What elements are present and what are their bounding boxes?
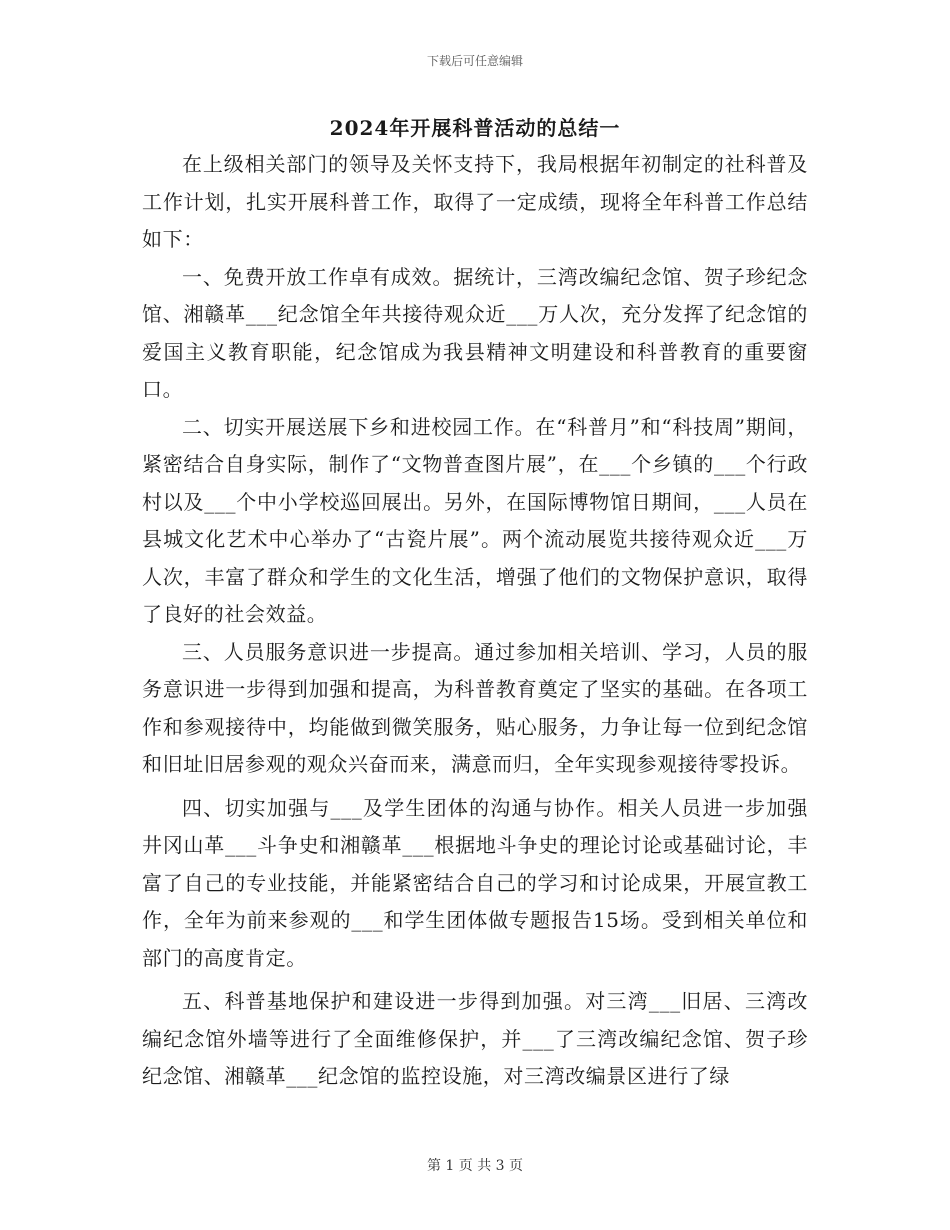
document-title: 2024年开展科普活动的总结一 — [329, 116, 621, 140]
page-number-footer: 第 1 页 共 3 页 — [426, 1158, 524, 1174]
paragraph-section-3: 三、人员服务意识进一步提高。通过参加相关培训、学习，人员的服务意识进一步得到加强和提高，为科普教育奠定了坚实的基础。在各项工作和参观接待中，均能做到微笑服务，贴心服务，力争让每一位到纪念馆和旧址旧居参观的观众兴奋而来，满意而归，全年实现参观接待零投诉。 — [142, 639, 808, 776]
document-body — [142, 146, 808, 1096]
paragraph-section-2: 二、切实开展送展下乡和进校园工作。在“科普月”和“科技周”期间，紧密结合自身实际，制作了“文物普查图片展”，在___个乡镇的___个行政村以及___个中小学校巡回展出。另外，在国际博物馆日期间，___人员在县城文化艺术中心举办了“古瓷片展”。两个流动展览共接待观众近___万人次，丰富了群众和学生的文化生活，增强了他们的文物保护意识，取得了良好的社会效益。 — [142, 414, 808, 626]
paragraph-intro: 在上级相关部门的领导及关怀支持下，我局根据年初制定的社科普及工作计划，扎实开展科普工作，取得了一定成绩，现将全年科普工作总结如下： — [142, 152, 808, 251]
page-header-note: 下载后可任意编辑 — [426, 54, 523, 68]
paragraph-section-4: 四、切实加强与___及学生团体的沟通与协作。相关人员进一步加强井冈山革___斗争史和湘赣革___根据地斗争史的理论讨论或基础讨论，丰富了自己的专业技能，并能紧密结合自己的学习和讨论成果，开展宣教工作，全年为前来参观的___和学生团体做专题报告15场。受到相关单位和部门的高度肯定。 — [142, 795, 808, 970]
paragraph-section-5: 五、科普基地保护和建设进一步得到加强。对三湾___旧居、三湾改编纪念馆外墙等进行了全面维修保护，并___了三湾改编纪念馆、贺子珍纪念馆、湘赣革___纪念馆的监控设施，对三湾改编景区进行了绿 — [142, 989, 808, 1088]
paragraph-section-1: 一、免费开放工作卓有成效。据统计，三湾改编纪念馆、贺子珍纪念馆、湘赣革___纪念馆全年共接待观众近___万人次，充分发挥了纪念馆的爱国主义教育职能，纪念馆成为我县精神文明建设和科普教育的重要窗口。 — [142, 264, 808, 401]
